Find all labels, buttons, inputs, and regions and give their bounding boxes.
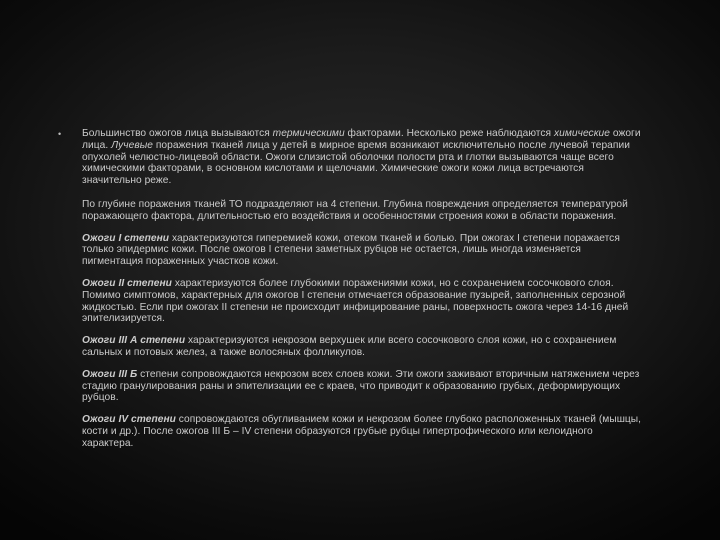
paragraph-degree-3b xyxy=(82,369,642,404)
emphasis-thermal: термическими xyxy=(272,128,345,139)
text-run: факторами. Несколько реже наблюдаются xyxy=(344,128,555,139)
text-run: поражения тканей лица у детей в мирное время возникают исключительно после лучевой терапии опухолей челюстно-лицевой области. Ожоги слизистой оболочки полости рта и глотки вызываются чаще всего химическими факторами, в основном кислотами и щелочами. Химические ожоги кожи лица встречаются значительно реже. xyxy=(82,139,630,187)
paragraph-depth xyxy=(82,199,642,223)
text-run: степени сопровождаются некрозом всех слоев кожи. Эти ожоги заживают вторичным натяжением через стадию гранулирования раны и эпителизации ее с краев, что приводит к образованию грубых, деформирующих рубцов. xyxy=(82,368,640,404)
emphasis-radiation: Лучевые xyxy=(111,139,153,151)
text-run: сопровождаются обугливанием кожи и некрозом более глубоко расположенных тканей (мышцы, кости и др.). После ожогов III Б – IV степени образуются грубые рубцы гипертрофического или келоидного характера. xyxy=(82,414,642,449)
paragraph-degree-2 xyxy=(82,278,642,325)
term-degree-2: Ожоги II степени xyxy=(82,277,172,289)
emphasis-chemical: химические xyxy=(554,128,610,139)
text-run: ожоги лица. xyxy=(82,128,641,151)
term-degree-1: Ожоги I степени xyxy=(82,232,170,244)
bullet-marker: • xyxy=(58,129,62,139)
paragraph-intro xyxy=(82,128,642,187)
text-run: характеризуются более глубокими поражениями кожи, но с сохранением сосочкового слоя. Помимо симптомов, характерных для ожогов I степени отмечается образование пузырей, заполненных серозной жидкостью. Если при ожогах II степени не происходит инфицирование раны, поверхность ожога через 14-16 дней эпителизируется. xyxy=(82,277,629,325)
text-run: характеризуются гиперемией кожи, отеком тканей и болью. При ожогах I степени поражается только эпидермис кожи. После ожогов I степени заметных рубцов не остается, лишь иногда изменяется пигментация пораженных участков кожи. xyxy=(82,232,620,268)
text-run: Большинство ожогов лица вызываются xyxy=(82,128,273,139)
term-degree-3a: Ожоги III А степени xyxy=(82,335,186,347)
term-degree-4: Ожоги IV степени xyxy=(82,414,176,426)
paragraph-degree-3a xyxy=(82,335,642,359)
term-degree-3b: Ожоги III Б xyxy=(82,368,138,380)
slide-content xyxy=(82,128,642,460)
text-run: По глубине поражения тканей ТО подразделяют на 4 степени. Глубина повреждения определяется температурой поражающего фактора, длительностью его воздействия и особенностями строения кожи в области поражения. xyxy=(82,198,628,222)
text-run: характеризуются некрозом верхушек или всего сосочкового слоя кожи, но с сохранением сальных и потовых желез, а также волосяных фолликулов. xyxy=(82,335,617,358)
paragraph-degree-1 xyxy=(82,233,642,268)
paragraph-degree-4 xyxy=(82,414,642,449)
